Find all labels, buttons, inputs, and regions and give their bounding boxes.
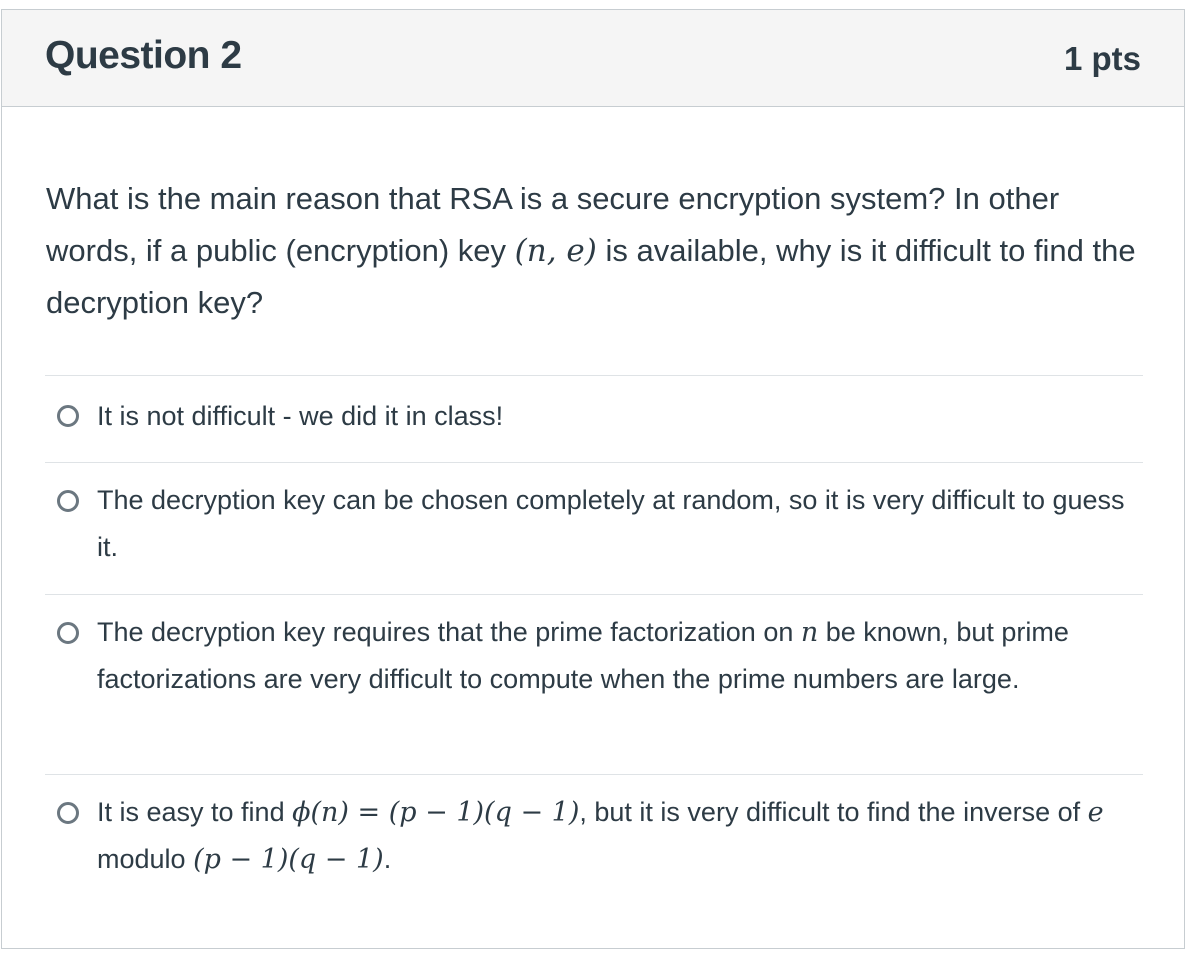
math-expression: e [1087, 797, 1104, 828]
math-expression: n [800, 617, 819, 648]
answer-label[interactable] [97, 609, 1127, 703]
question-points: 1 pts [1063, 40, 1141, 77]
answer-list [45, 375, 1143, 883]
answer-option[interactable] [45, 375, 1143, 462]
question-text-part: is available, why is it difficult to find the decryption key? [46, 233, 1136, 320]
answer-text-part: It is easy to find [97, 797, 293, 827]
answer-label[interactable]: It is not difficult - we did it in class! [97, 401, 504, 431]
question-text-part: What is the main reason that RSA is a secure encryption system? In other words, if a public (encryption) key [46, 181, 1060, 268]
math-expression: (p − 1)(q − 1) [193, 844, 384, 875]
radio-button[interactable] [57, 802, 79, 824]
math-expression: ϕ(n) = (p − 1)(q − 1) [292, 797, 580, 828]
radio-button[interactable] [57, 490, 79, 512]
answer-text-part: , but it is very difficult to find the inverse of [579, 797, 1088, 827]
answer-text-part: . [383, 844, 392, 874]
answer-option[interactable] [45, 594, 1143, 774]
answer-text-part: modulo [97, 844, 194, 874]
answer-option[interactable] [45, 462, 1143, 594]
quiz-question-card [1, 9, 1185, 949]
math-expression: (n, e) [514, 233, 597, 269]
answer-text-part: The decryption key requires that the prime factorization on [97, 617, 801, 647]
answer-label[interactable] [97, 789, 1127, 883]
answer-text-part: be known, but prime factorizations are very difficult to compute when the prime numbers are large. [97, 617, 1069, 694]
answer-option[interactable] [45, 774, 1143, 883]
question-header [2, 10, 1184, 107]
question-title: Question 2 [45, 34, 242, 77]
radio-button[interactable] [57, 622, 79, 644]
question-text [46, 173, 1146, 329]
answer-label[interactable]: The decryption key can be chosen completely at random, so it is very difficult to guess it. [97, 485, 1125, 562]
radio-button[interactable] [57, 405, 79, 427]
